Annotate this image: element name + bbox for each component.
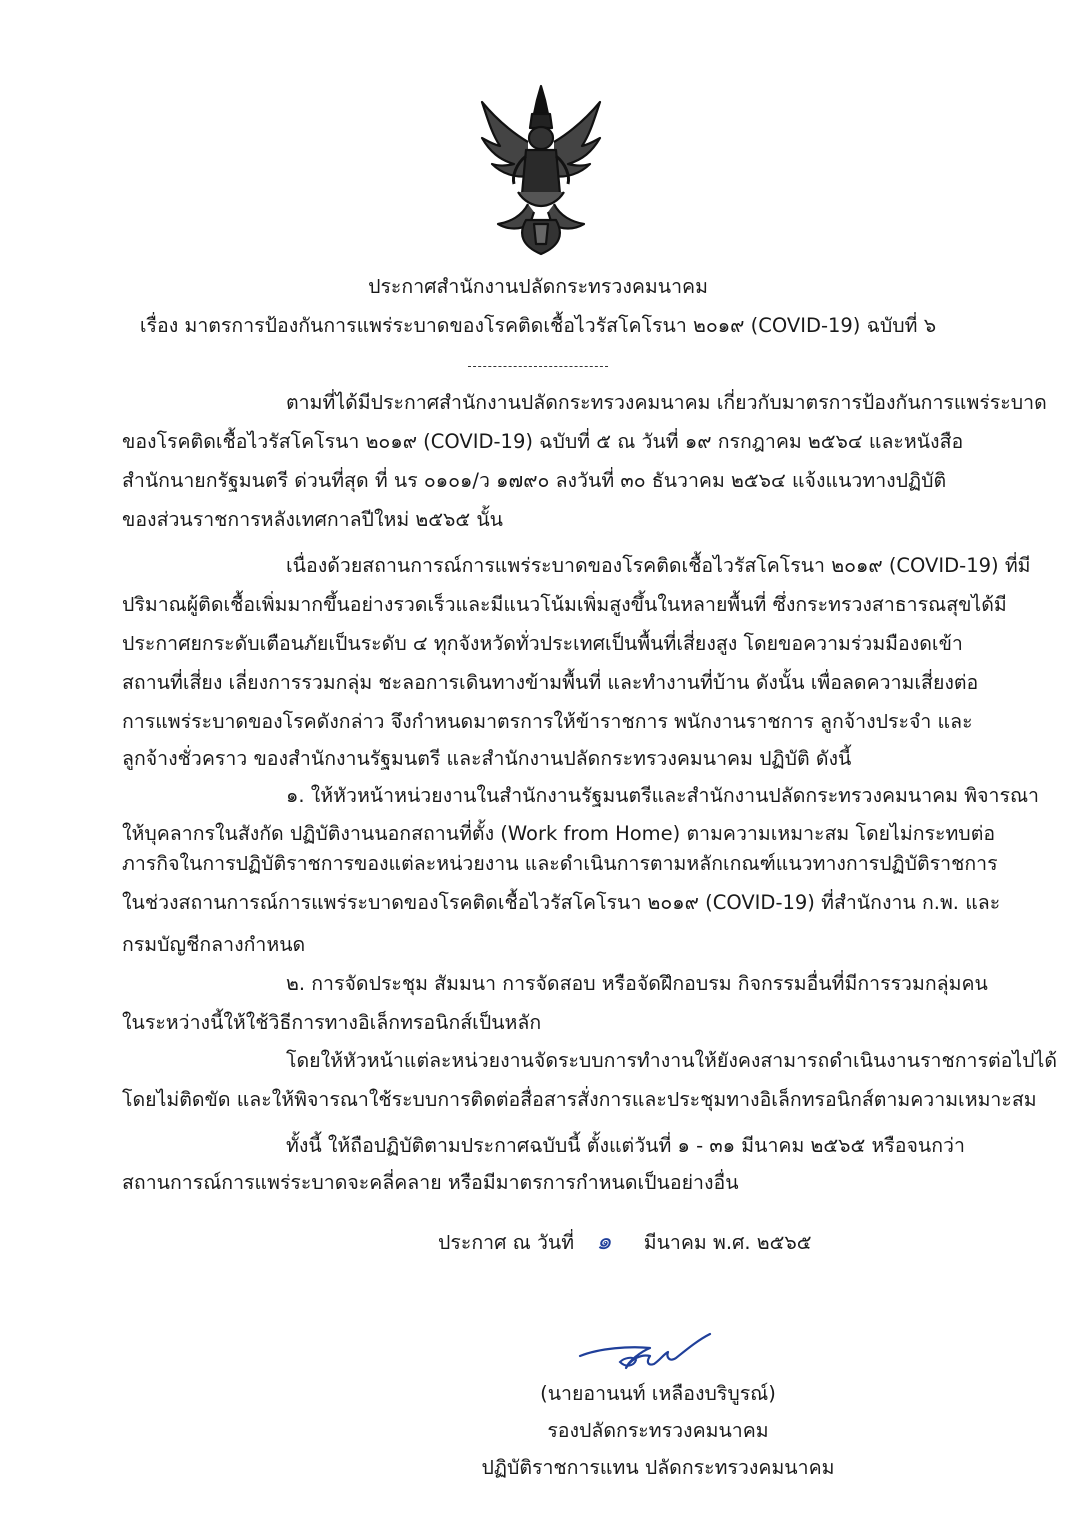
paragraph-2-line-4: สถานที่เสี่ยง เลี่ยงการรวมกลุ่ม ชะลอการเดินทางข้ามพื้นที่ และทำงานที่บ้าน ดังนั้น เพื่อลดความเสี่ยงต่อ xyxy=(122,671,979,694)
signatory-position: รองปลัดกระทรวงคมนาคม xyxy=(547,1419,769,1442)
announcement-date xyxy=(438,1228,812,1256)
paragraph-2-line-2: ปริมาณผู้ติดเชื้อเพิ่มมากขึ้นอย่างรวดเร็วและมีแนวโน้มเพิ่มสูงขึ้นในหลายพื้นที่ ซึ่งกระทรวงสาธารณสุขได้มี xyxy=(122,593,1007,616)
item-1-line-1: ๑. ให้หัวหน้าหน่วยงานในสำนักงานรัฐมนตรีและสำนักงานปลัดกระทรวงคมนาคม พิจารณา xyxy=(286,784,1039,807)
paragraph-1-line-4: ของส่วนราชการหลังเทศกาลปีใหม่ ๒๕๖๕ นั้น xyxy=(122,508,503,531)
paragraph-3-line-2: โดยไม่ติดขัด และให้พิจารณาใช้ระบบการติดต่อสื่อสารสั่งการและประชุมทางอิเล็กทรอนิกส์ตามความเหมาะสม xyxy=(122,1088,1037,1111)
item-1-line-5: กรมบัญชีกลางกำหนด xyxy=(122,933,306,956)
paragraph-4-line-1: ทั้งนี้ ให้ถือปฏิบัติตามประกาศฉบับนี้ ตั้งแต่วันที่ ๑ - ๓๑ มีนาคม ๒๕๖๕ หรือจนกว่า xyxy=(286,1134,965,1157)
garuda-emblem-icon xyxy=(478,84,604,256)
paragraph-3-line-1: โดยให้หัวหน้าแต่ละหน่วยงานจัดระบบการทำงานให้ยังคงสามารถดำเนินงานราชการต่อไปได้ xyxy=(286,1049,1058,1072)
paragraph-1-line-1: ตามที่ได้มีประกาศสำนักงานปลัดกระทรวงคมนาคม เกี่ยวกับมาตรการป้องกันการแพร่ระบาด xyxy=(286,391,1047,414)
signatory-name: (นายอานนท์ เหลืองบริบูรณ์) xyxy=(540,1382,776,1405)
date-prefix: ประกาศ ณ วันที่ xyxy=(438,1231,575,1254)
item-1-line-4: ในช่วงสถานการณ์การแพร่ระบาดของโรคติดเชื้อไวรัสโคโรนา ๒๐๑๙ (COVID-19) ที่สำนักงาน ก.พ. และ xyxy=(122,891,1001,914)
date-suffix: มีนาคม พ.ศ. ๒๕๖๕ xyxy=(643,1231,812,1254)
signature-icon xyxy=(570,1318,720,1378)
paragraph-2-line-3: ประกาศยกระดับเตือนภัยเป็นระดับ ๔ ทุกจังหวัดทั่วประเทศเป็นพื้นที่เสี่ยงสูง โดยขอความร่วมมืองดเข้า xyxy=(122,632,963,655)
item-1-line-3: ภารกิจในการปฏิบัติราชการของแต่ละหน่วยงาน และดำเนินการตามหลักเกณฑ์แนวทางการปฏิบัติราชการ xyxy=(122,852,998,875)
item-2-line-1: ๒. การจัดประชุม สัมมนา การจัดสอบ หรือจัดฝึกอบรม กิจกรรมอื่นที่มีการรวมกลุ่มคน xyxy=(286,972,988,995)
separator-line xyxy=(468,366,608,367)
paragraph-2-line-6: ลูกจ้างชั่วคราว ของสำนักงานรัฐมนตรี และสำนักงานปลัดกระทรวงคมนาคม ปฏิบัติ ดังนี้ xyxy=(122,747,852,770)
subject-line: เรื่อง มาตรการป้องกันการแพร่ระบาดของโรคติดเชื้อไวรัสโคโรนา ๒๐๑๙ (COVID-19) ฉบับที่ ๖ xyxy=(139,314,937,337)
announcement-title: ประกาศสำนักงานปลัดกระทรวงคมนาคม xyxy=(368,275,708,298)
paragraph-4-line-2: สถานการณ์การแพร่ระบาดจะคลี่คลาย หรือมีมาตรการกำหนดเป็นอย่างอื่น xyxy=(122,1171,739,1194)
item-1-line-2: ให้บุคลากรในสังกัด ปฏิบัติงานนอกสถานที่ตั้ง (Work from Home) ตามความเหมาะสม โดยไม่กระทบต่อ xyxy=(122,822,996,845)
paragraph-1-line-3: สำนักนายกรัฐมนตรี ด่วนที่สุด ที่ นร ๐๑๐๑/ว ๑๗๙๐ ลงวันที่ ๓๐ ธันวาคม ๒๕๖๔ แจ้งแนวทางปฏิบัติ xyxy=(122,469,947,492)
paragraph-2-line-5: การแพร่ระบาดของโรคดังกล่าว จึงกำหนดมาตรการให้ข้าราชการ พนักงานราชการ ลูกจ้างประจำ และ xyxy=(122,710,973,733)
date-day: ๑ xyxy=(596,1227,612,1255)
signatory-acting: ปฏิบัติราชการแทน ปลัดกระทรวงคมนาคม xyxy=(481,1456,835,1479)
paragraph-2-line-1: เนื่องด้วยสถานการณ์การแพร่ระบาดของโรคติดเชื้อไวรัสโคโรนา ๒๐๑๙ (COVID-19) ที่มี xyxy=(286,554,1031,577)
paragraph-1-line-2: ของโรคติดเชื้อไวรัสโคโรนา ๒๐๑๙ (COVID-19) ฉบับที่ ๕ ณ วันที่ ๑๙ กรกฎาคม ๒๕๖๔ และหนังสือ xyxy=(122,430,964,453)
item-2-line-2: ในระหว่างนี้ให้ใช้วิธีการทางอิเล็กทรอนิกส์เป็นหลัก xyxy=(122,1011,542,1034)
